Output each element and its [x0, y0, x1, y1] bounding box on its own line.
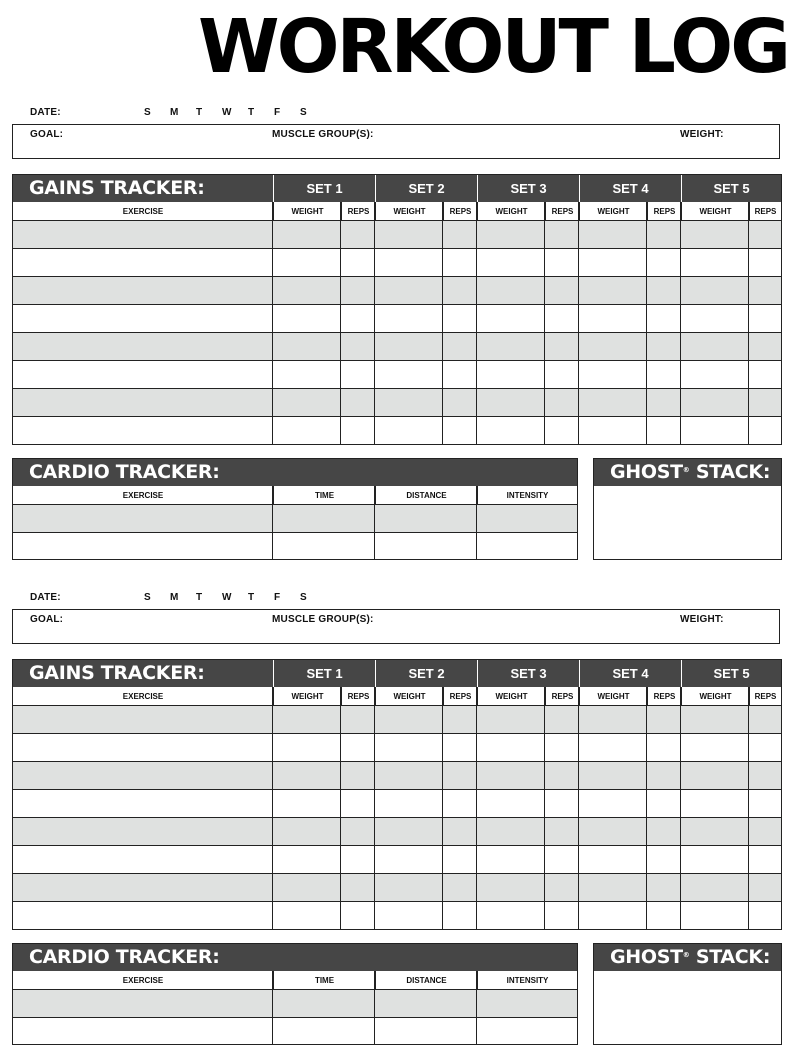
weight-column-header: WEIGHT: [375, 687, 443, 706]
cardio-column-header-3: INTENSITY: [477, 971, 577, 990]
table-row[interactable]: [13, 706, 781, 734]
column-divider: [272, 202, 273, 444]
cardio-tracker-title: CARDIO TRACKER:: [13, 459, 577, 486]
weight-column-header: WEIGHT: [579, 202, 647, 221]
exercise-column-header: EXERCISE: [13, 687, 273, 706]
table-row[interactable]: [13, 762, 781, 790]
column-divider: [544, 202, 545, 444]
day-selector: [144, 107, 326, 118]
day-1[interactable]: M: [170, 107, 179, 118]
column-divider: [748, 687, 749, 929]
table-row[interactable]: [13, 846, 781, 874]
day-5[interactable]: F: [274, 107, 281, 118]
reps-column-header: REPS: [749, 687, 781, 706]
column-divider: [680, 202, 681, 444]
table-row[interactable]: [13, 417, 781, 445]
column-divider: [340, 202, 341, 444]
weight-label: WEIGHT:: [680, 129, 724, 140]
cardio-column-header-1: TIME: [273, 971, 375, 990]
day-selector: [144, 592, 326, 603]
cardio-column-header-1: TIME: [273, 486, 375, 505]
trademark-mark: ®: [682, 951, 690, 959]
date-label: DATE:: [30, 107, 61, 118]
day-5[interactable]: F: [274, 592, 281, 603]
set-header-4: SET 4: [579, 660, 681, 687]
day-4[interactable]: T: [248, 592, 255, 603]
date-label: DATE:: [30, 592, 61, 603]
muscle-group-label: MUSCLE GROUP(S):: [272, 129, 374, 140]
exercise-column-header: EXERCISE: [13, 202, 273, 221]
ghost-stack-title: GHOST® STACK:: [594, 459, 781, 486]
gains-tracker-table: [12, 174, 782, 445]
set-header-5: SET 5: [681, 660, 781, 687]
column-divider: [544, 687, 545, 929]
gains-tracker-table: [12, 659, 782, 930]
table-row[interactable]: [13, 333, 781, 361]
weight-column-header: WEIGHT: [579, 687, 647, 706]
column-divider: [646, 687, 647, 929]
day-0[interactable]: S: [144, 592, 151, 603]
table-row[interactable]: [13, 389, 781, 417]
cardio-column-header-2: DISTANCE: [375, 971, 477, 990]
goal-row-box[interactable]: [12, 609, 780, 644]
day-1[interactable]: M: [170, 592, 179, 603]
muscle-group-label: MUSCLE GROUP(S):: [272, 614, 374, 625]
page-title: WORKOUT LOG: [198, 4, 788, 90]
workout-section-2: [0, 485, 794, 985]
day-4[interactable]: T: [248, 107, 255, 118]
cardio-tracker-title: CARDIO TRACKER:: [13, 944, 577, 971]
column-divider: [680, 687, 681, 929]
reps-column-header: REPS: [443, 687, 477, 706]
table-row[interactable]: [13, 990, 577, 1018]
column-divider: [476, 202, 477, 444]
set-header-1: SET 1: [273, 660, 375, 687]
column-divider: [442, 687, 443, 929]
table-row[interactable]: [13, 305, 781, 333]
reps-column-header: REPS: [647, 687, 681, 706]
day-0[interactable]: S: [144, 107, 151, 118]
cardio-column-header-0: EXERCISE: [13, 486, 273, 505]
reps-column-header: REPS: [341, 202, 375, 221]
set-header-3: SET 3: [477, 660, 579, 687]
reps-column-header: REPS: [341, 687, 375, 706]
day-3[interactable]: W: [222, 592, 232, 603]
set-header-1: SET 1: [273, 175, 375, 202]
gains-tracker-title: GAINS TRACKER:: [13, 660, 273, 687]
reps-column-header: REPS: [749, 202, 781, 221]
column-divider: [646, 202, 647, 444]
table-row[interactable]: [13, 1018, 577, 1046]
weight-column-header: WEIGHT: [681, 202, 749, 221]
trademark-mark: ®: [682, 466, 690, 474]
set-header-3: SET 3: [477, 175, 579, 202]
day-3[interactable]: W: [222, 107, 232, 118]
set-header-5: SET 5: [681, 175, 781, 202]
weight-column-header: WEIGHT: [273, 202, 341, 221]
day-2[interactable]: T: [196, 592, 203, 603]
column-divider: [374, 971, 375, 1044]
weight-column-header: WEIGHT: [273, 687, 341, 706]
table-row[interactable]: [13, 902, 781, 930]
cardio-column-header-0: EXERCISE: [13, 971, 273, 990]
set-header-2: SET 2: [375, 660, 477, 687]
reps-column-header: REPS: [545, 687, 579, 706]
ghost-stack-title: GHOST® STACK:: [594, 944, 781, 971]
ghost-stack-box[interactable]: [593, 943, 782, 1045]
table-row[interactable]: [13, 221, 781, 249]
column-divider: [374, 687, 375, 929]
goal-row-box[interactable]: [12, 124, 780, 159]
table-row[interactable]: [13, 818, 781, 846]
reps-column-header: REPS: [647, 202, 681, 221]
cardio-column-header-3: INTENSITY: [477, 486, 577, 505]
weight-column-header: WEIGHT: [477, 202, 545, 221]
reps-column-header: REPS: [545, 202, 579, 221]
cardio-column-header-2: DISTANCE: [375, 486, 477, 505]
table-row[interactable]: [13, 277, 781, 305]
column-divider: [578, 687, 579, 929]
column-divider: [476, 971, 477, 1044]
day-2[interactable]: T: [196, 107, 203, 118]
column-divider: [340, 687, 341, 929]
column-divider: [374, 202, 375, 444]
column-divider: [476, 687, 477, 929]
table-row[interactable]: [13, 361, 781, 389]
weight-column-header: WEIGHT: [477, 687, 545, 706]
table-row[interactable]: [13, 790, 781, 818]
column-divider: [748, 202, 749, 444]
table-row[interactable]: [13, 734, 781, 762]
workout-section-1: [0, 0, 794, 500]
column-divider: [272, 687, 273, 929]
gains-tracker-title: GAINS TRACKER:: [13, 175, 273, 202]
day-6[interactable]: S: [300, 107, 307, 118]
cardio-tracker-table: [12, 943, 578, 1045]
weight-column-header: WEIGHT: [681, 687, 749, 706]
set-header-2: SET 2: [375, 175, 477, 202]
goal-label: GOAL:: [30, 614, 64, 625]
set-header-4: SET 4: [579, 175, 681, 202]
table-row[interactable]: [13, 249, 781, 277]
weight-column-header: WEIGHT: [375, 202, 443, 221]
day-6[interactable]: S: [300, 592, 307, 603]
column-divider: [578, 202, 579, 444]
reps-column-header: REPS: [443, 202, 477, 221]
column-divider: [272, 971, 273, 1044]
goal-label: GOAL:: [30, 129, 64, 140]
column-divider: [442, 202, 443, 444]
table-row[interactable]: [13, 874, 781, 902]
weight-label: WEIGHT:: [680, 614, 724, 625]
